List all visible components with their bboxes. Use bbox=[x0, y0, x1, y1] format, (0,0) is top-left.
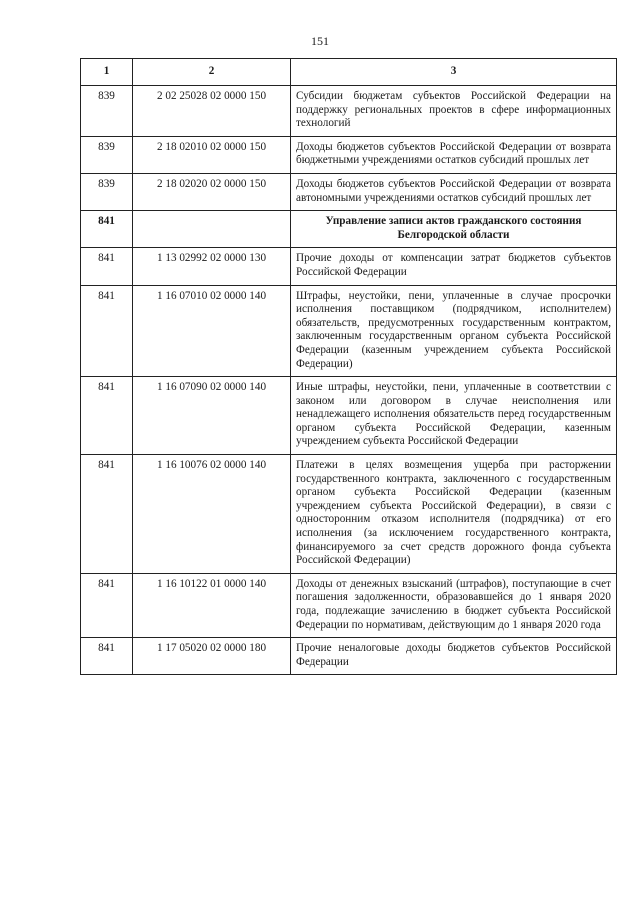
table-row bbox=[81, 573, 617, 637]
revenue-table bbox=[80, 58, 617, 675]
table-row bbox=[81, 377, 617, 455]
revenue-description-cell: Доходы бюджетов субъектов Российской Федерации от возврата бюджетными учреждениями остатков субсидий прошлых лет bbox=[291, 136, 617, 173]
admin-code-cell: 841 bbox=[81, 211, 133, 248]
revenue-description-cell: Прочие неналоговые доходы бюджетов субъектов Российской Федерации bbox=[291, 638, 617, 675]
admin-code-cell: 841 bbox=[81, 573, 133, 637]
revenue-description-cell: Иные штрафы, неустойки, пени, уплаченные в соответствии с законом или договором в случае неисполнения или ненадлежащего исполнения обязательств перед государственным органом субъекта Российской Федерации, казенным учреждением субъекта Российской Федерации bbox=[291, 377, 617, 455]
table-row bbox=[81, 173, 617, 210]
revenue-code-cell: 1 17 05020 02 0000 180 bbox=[133, 638, 291, 675]
column-header-2: 2 bbox=[133, 59, 291, 86]
revenue-description-cell: Субсидии бюджетам субъектов Российской Федерации на поддержку региональных проектов в сфере информационных технологий bbox=[291, 86, 617, 137]
revenue-description-cell: Платежи в целях возмещения ущерба при расторжении государственного контракта, заключенного с государственным органом субъекта Российской Федерации (казенным учреждением субъекта Российской Федерации), в связи с односторонним отказом исполнителя (подрядчика) от его исполнения (за исключением государственного контракта, финансируемого за счет средств дорожного фонда субъекта Российской Федерации) bbox=[291, 455, 617, 574]
admin-code-cell: 839 bbox=[81, 86, 133, 137]
revenue-code-cell: 1 16 10122 01 0000 140 bbox=[133, 573, 291, 637]
table-header-row bbox=[81, 59, 617, 86]
revenue-code-cell: 2 18 02020 02 0000 150 bbox=[133, 173, 291, 210]
table-body bbox=[81, 86, 617, 675]
admin-code-cell: 841 bbox=[81, 285, 133, 377]
revenue-description-cell: Штрафы, неустойки, пени, уплаченные в случае просрочки исполнения поставщиком (подрядчиком, исполнителем) обязательств, предусмотренных государственным контрактом, заключенным государственным органом субъекта Российской Федерации (казенным учреждением субъекта Российской Федерации) bbox=[291, 285, 617, 377]
revenue-code-cell: 2 18 02010 02 0000 150 bbox=[133, 136, 291, 173]
admin-code-cell: 839 bbox=[81, 173, 133, 210]
table-row bbox=[81, 285, 617, 377]
table-row bbox=[81, 638, 617, 675]
table-row bbox=[81, 248, 617, 285]
revenue-description-cell: Доходы бюджетов субъектов Российской Федерации от возврата автономными учреждениями остатков субсидий прошлых лет bbox=[291, 173, 617, 210]
revenue-code-cell: 1 16 10076 02 0000 140 bbox=[133, 455, 291, 574]
admin-code-cell: 841 bbox=[81, 638, 133, 675]
column-header-3: 3 bbox=[291, 59, 617, 86]
admin-code-cell: 841 bbox=[81, 248, 133, 285]
table-row bbox=[81, 86, 617, 137]
revenue-code-cell bbox=[133, 211, 291, 248]
revenue-code-cell: 1 16 07090 02 0000 140 bbox=[133, 377, 291, 455]
revenue-description-cell: Доходы от денежных взысканий (штрафов), поступающие в счет погашения задолженности, образовавшейся до 1 января 2020 года, подлежащие зачислению в бюджет субъекта Российской Федерации по нормативам, действующим до 1 января 2020 года bbox=[291, 573, 617, 637]
column-header-1: 1 bbox=[81, 59, 133, 86]
revenue-code-cell: 1 13 02992 02 0000 130 bbox=[133, 248, 291, 285]
table-row bbox=[81, 455, 617, 574]
revenue-description-cell: Прочие доходы от компенсации затрат бюджетов субъектов Российской Федерации bbox=[291, 248, 617, 285]
revenue-description-cell: Управление записи актов гражданского состояния Белгородской области bbox=[291, 211, 617, 248]
page-number: 151 bbox=[311, 34, 329, 48]
admin-code-cell: 841 bbox=[81, 377, 133, 455]
section-header-row bbox=[81, 211, 617, 248]
revenue-code-cell: 2 02 25028 02 0000 150 bbox=[133, 86, 291, 137]
admin-code-cell: 839 bbox=[81, 136, 133, 173]
table-row bbox=[81, 136, 617, 173]
admin-code-cell: 841 bbox=[81, 455, 133, 574]
revenue-code-cell: 1 16 07010 02 0000 140 bbox=[133, 285, 291, 377]
